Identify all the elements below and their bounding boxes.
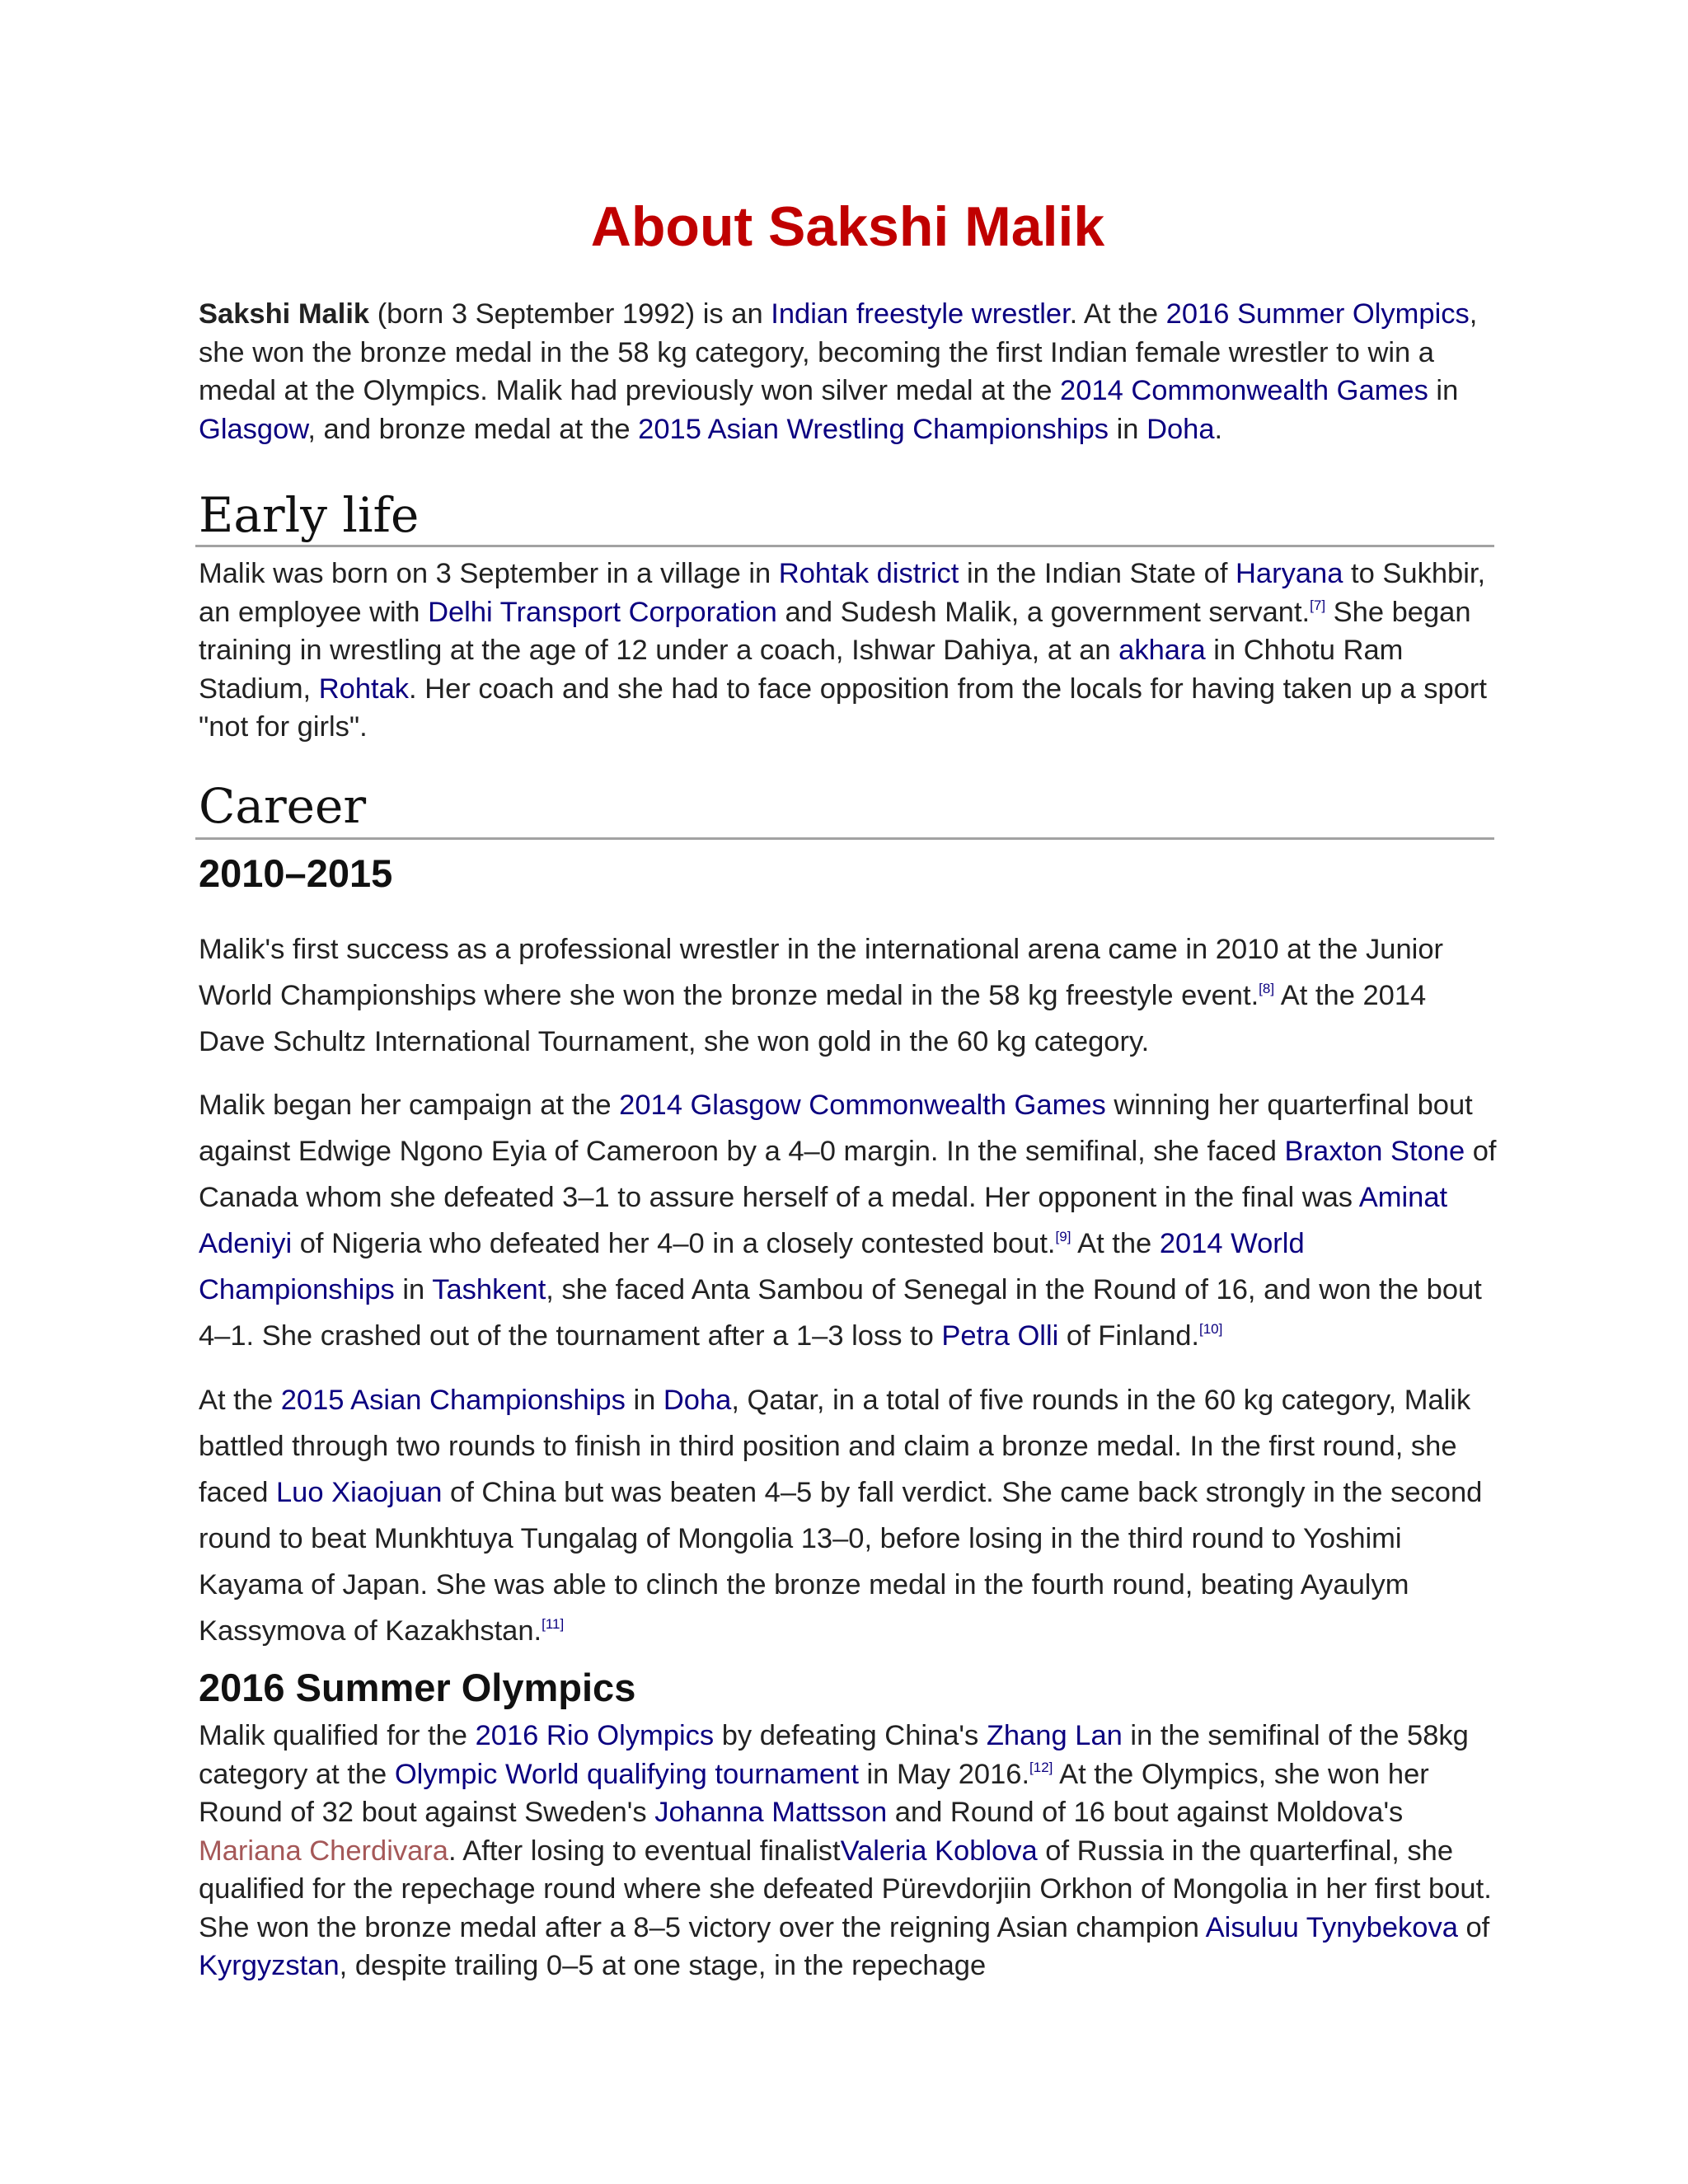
body-text: and Round of 16 bout against Moldova's — [887, 1797, 1404, 1828]
citation-12[interactable]: [12] — [1029, 1759, 1053, 1775]
body-text: Malik qualified for the — [199, 1720, 476, 1751]
link-2016-rio-olympics[interactable]: 2016 Rio Olympics — [475, 1720, 715, 1751]
body-text: in May 2016. — [858, 1758, 1030, 1790]
body-text: , Qatar, in a total of five rounds in the 60 kg category, Malik battled through two rounds to finish in third position and claim a bronze medal. In the first round, she faced — [199, 1385, 1471, 1508]
intro-text: in — [1428, 375, 1459, 406]
body-text: , despite trailing 0–5 at one stage, in the repechage — [339, 1950, 987, 1981]
body-text: of China but was beaten 4–5 by fall verdict. She came back strongly in the second round to beat Munkhtuya Tungalag of Mongolia 13–0, before losing in the third round to Yoshimi Kayama of Japan. She was able to clinch the bronze medal in the fourth round, beating Ayaulym Kassymova of Kazakhstan. — [199, 1477, 1483, 1647]
link-braxton-stone[interactable]: Braxton Stone — [1284, 1136, 1465, 1167]
link-aisuluu-tynybekova[interactable]: Aisuluu Tynybekova — [1205, 1911, 1458, 1943]
body-text: of Finland. — [1058, 1320, 1199, 1352]
subject-name: Sakshi Malik — [199, 298, 370, 330]
link-mariana-cherdivara[interactable]: Mariana Cherdivara — [199, 1835, 448, 1867]
link-2015-asian-championships[interactable]: 2015 Asian Championships — [280, 1385, 626, 1416]
intro-text: in — [1109, 413, 1147, 445]
link-olympic-world-qualifying-tournament[interactable]: Olympic World qualifying tournament — [394, 1758, 859, 1790]
page-title: About Sakshi Malik — [590, 195, 1105, 258]
body-text: of Canada whom she defeated 3–1 to assure herself of a medal. Her opponent in the final was — [199, 1136, 1497, 1213]
career-paragraph-2 — [199, 1082, 1497, 1359]
subsection-heading-2016-summer-olympics: 2016 Summer Olympics — [199, 1666, 636, 1709]
section-divider — [195, 837, 1494, 840]
intro-text: . At the — [1069, 298, 1166, 330]
link-aminat-adeniyi[interactable]: Aminat Adeniyi — [199, 1182, 1448, 1259]
body-text: of Russia in the quarterfinal, she qualified for the repechage round where she defeated Pürevdorjiin Orkhon of Mongolia in her first bout. She won the bronze medal after a 8–5 victory over the reigning Asian champion — [199, 1835, 1492, 1943]
section-heading-career: Career — [199, 778, 367, 834]
link-2015-asian-wrestling-championships[interactable]: 2015 Asian Wrestling Championships — [638, 413, 1109, 445]
body-text: by defeating China's — [714, 1720, 987, 1751]
body-text: . Her coach and she had to face opposition from the locals for having taken up a sport "not for girls". — [199, 673, 1487, 743]
link-rohtak-district[interactable]: Rohtak district — [778, 558, 959, 589]
link-doha[interactable]: Doha — [1146, 413, 1215, 445]
body-text: She began training in wrestling at the age of 12 under a coach, Ishwar Dahiya, at an — [199, 596, 1471, 666]
body-text: in — [625, 1385, 663, 1416]
body-text: and Sudesh Malik, a government servant. — [776, 596, 1311, 628]
body-text: in Chhotu Ram Stadium, — [199, 635, 1404, 705]
link-indian-freestyle-wrestler[interactable]: Indian freestyle wrestler — [771, 298, 1070, 330]
link-petra-olli[interactable]: Petra Olli — [941, 1320, 1059, 1352]
section-divider — [195, 545, 1494, 547]
link-rohtak[interactable]: Rohtak — [318, 673, 410, 705]
link-2014-glasgow-commonwealth-games[interactable]: 2014 Glasgow Commonwealth Games — [619, 1090, 1106, 1121]
link-glasgow[interactable]: Glasgow — [199, 413, 308, 445]
citation-11[interactable]: [11] — [542, 1616, 565, 1632]
intro-text: . — [1214, 413, 1223, 445]
body-text: At the — [1071, 1228, 1160, 1259]
body-text: Malik began her campaign at the — [199, 1090, 620, 1121]
body-text: in the Indian State of — [959, 558, 1236, 589]
career-paragraph-3 — [199, 1377, 1497, 1654]
link-2016-summer-olympics[interactable]: 2016 Summer Olympics — [1165, 298, 1470, 330]
career-paragraph-1 — [199, 926, 1497, 1065]
subsection-heading-2010-2015: 2010–2015 — [199, 851, 393, 895]
link-haryana[interactable]: Haryana — [1236, 558, 1343, 589]
intro-text: , and bronze medal at the — [307, 413, 639, 445]
body-text: Malik was born on 3 September in a village in — [199, 558, 779, 589]
link-tashkent[interactable]: Tashkent — [432, 1274, 546, 1305]
link-luo-xiaojuan[interactable]: Luo Xiaojuan — [275, 1477, 443, 1508]
intro-paragraph — [199, 295, 1497, 448]
body-text: of Nigeria who defeated her 4–0 in a closely contested bout. — [292, 1228, 1056, 1259]
section-heading-early-life: Early life — [199, 487, 420, 543]
link-akhara[interactable]: akhara — [1118, 635, 1206, 666]
body-text: winning her quarterfinal bout against Edwige Ngono Eyia of Cameroon by a 4–0 margin. In the semifinal, she faced — [199, 1090, 1473, 1167]
link-2014-world-championships[interactable]: 2014 World Championships — [199, 1228, 1305, 1305]
link-zhang-lan[interactable]: Zhang Lan — [986, 1720, 1123, 1751]
body-text: At the — [199, 1385, 281, 1416]
olympics-paragraph — [199, 1717, 1497, 1985]
intro-text: (born 3 September 1992) is an — [369, 298, 771, 330]
link-kyrgyzstan[interactable]: Kyrgyzstan — [199, 1950, 340, 1981]
citation-7[interactable]: [7] — [1310, 597, 1326, 613]
body-text: in the semifinal of the 58kg category at the — [199, 1720, 1469, 1790]
body-text: Malik's first success as a professional wrestler in the international arena came in 2010 at the Junior World Championships where she won the bronze medal in the 58 kg freestyle event. — [199, 934, 1443, 1011]
body-text: to Sukhbir, an employee with — [199, 558, 1486, 628]
body-text: . After losing to eventual finalist — [448, 1835, 841, 1867]
citation-10[interactable]: [10] — [1198, 1321, 1223, 1337]
citation-8[interactable]: [8] — [1259, 981, 1275, 996]
body-text: At the 2014 Dave Schultz International Tournament, she won gold in the 60 kg category. — [199, 980, 1427, 1057]
link-johanna-mattsson[interactable]: Johanna Mattsson — [654, 1797, 888, 1828]
link-delhi-transport-corporation[interactable]: Delhi Transport Corporation — [428, 596, 777, 628]
citation-9[interactable]: [9] — [1055, 1229, 1071, 1244]
body-text: of — [1457, 1911, 1490, 1943]
intro-text: , she won the bronze medal in the 58 kg category, becoming the first Indian female wrestler to win a medal at the Olympics. Malik had previously won silver medal at the — [199, 298, 1478, 406]
body-text: At the Olympics, she won her Round of 32 bout against Sweden's — [199, 1758, 1429, 1828]
early-life-paragraph — [199, 555, 1497, 747]
body-text: in — [394, 1274, 433, 1305]
link-valeria-koblova[interactable]: Valeria Koblova — [840, 1835, 1038, 1867]
body-text: , she faced Anta Sambou of Senegal in the Round of 16, and won the bout 4–1. She crashed out of the tournament after a 1–3 loss to — [199, 1274, 1482, 1352]
link-doha[interactable]: Doha — [663, 1385, 732, 1416]
link-2014-commonwealth-games[interactable]: 2014 Commonwealth Games — [1060, 375, 1428, 406]
